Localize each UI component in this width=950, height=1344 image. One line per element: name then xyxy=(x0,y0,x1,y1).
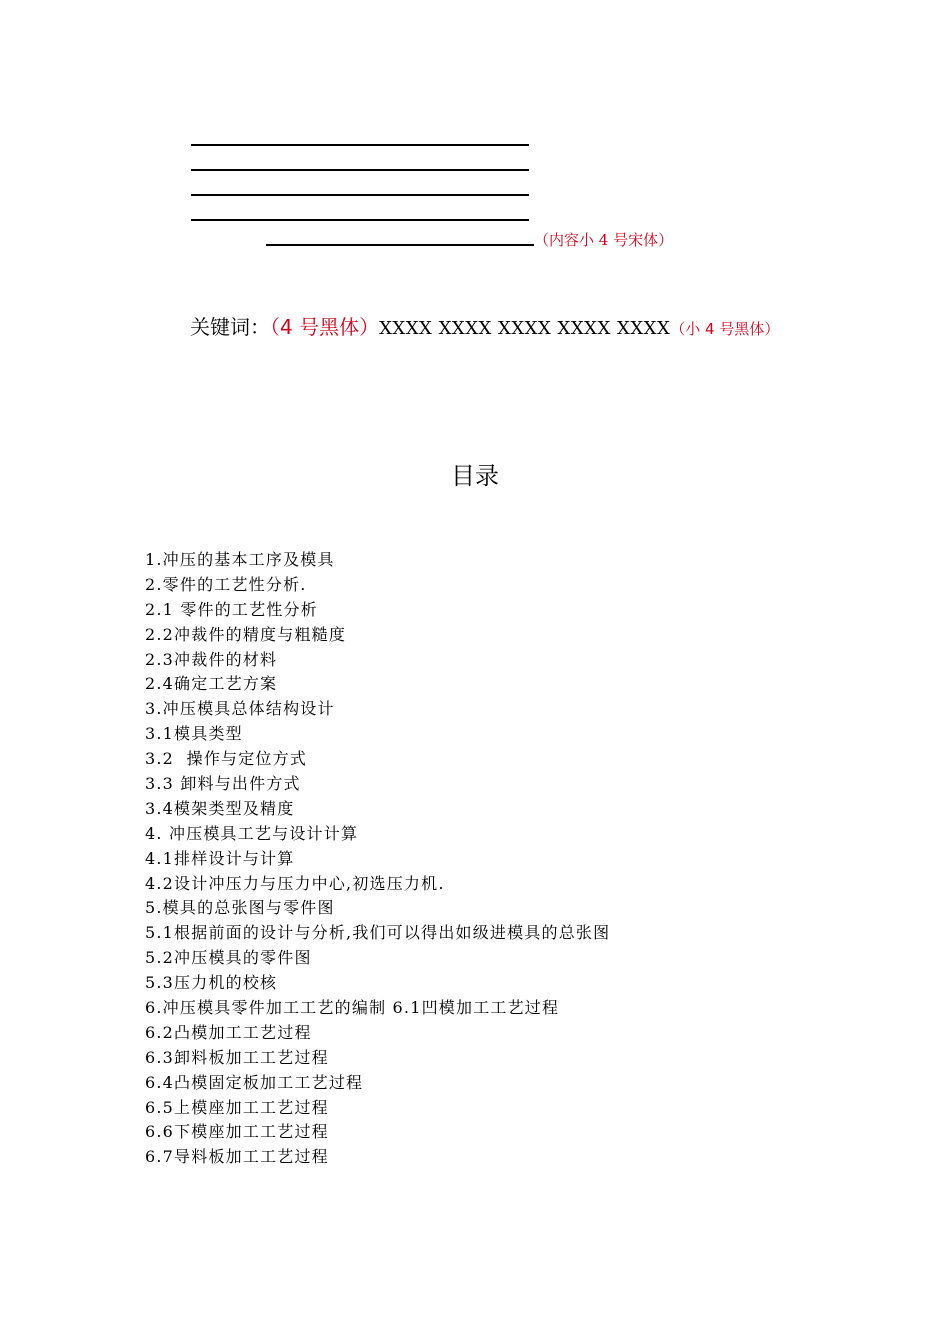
toc-item: 5.2冲压模具的零件图 xyxy=(145,948,312,968)
blank-line-4 xyxy=(191,219,529,221)
toc-title: 目录 xyxy=(451,462,499,490)
keywords-values: XXXX XXXX XXXX XXXX XXXX xyxy=(379,318,671,339)
keywords-label: 关键词： xyxy=(190,315,270,339)
keywords-values-note: （小 4 号黑体） xyxy=(670,320,780,338)
toc-item: 1.冲压的基本工序及模具 xyxy=(145,550,335,569)
toc-item: 2.1 零件的工艺性分析 xyxy=(145,599,318,619)
toc-item: 4.1排样设计与计算 xyxy=(145,848,295,868)
toc-list xyxy=(145,548,610,1170)
toc-item: 5.3压力机的校核 xyxy=(145,973,278,993)
toc-item: 6.3卸料板加工工艺过程 xyxy=(145,1047,329,1067)
toc-item: 6.5上模座加工工艺过程 xyxy=(145,1097,329,1117)
toc-item: 2.零件的工艺性分析. xyxy=(145,574,307,594)
toc-item: 5.1根据前面的设计与分析,我们可以得出如级进模具的总张图 xyxy=(145,923,611,943)
keywords-paragraph xyxy=(142,310,822,346)
blank-line-2 xyxy=(191,169,529,171)
form-font-note: （内容小 4 号宋体） xyxy=(534,231,674,249)
blank-line-3 xyxy=(191,194,529,196)
toc-item: 3.冲压模具总体结构设计 xyxy=(145,699,335,719)
toc-item: 6.4凸模固定板加工工艺过程 xyxy=(145,1072,364,1092)
toc-item: 6.2凸模加工工艺过程 xyxy=(145,1022,312,1042)
toc-item: 3.1模具类型 xyxy=(145,724,243,744)
toc-item: 5.模具的总张图与零件图 xyxy=(145,898,335,918)
toc-item: 6.冲压模具零件加工工艺的编制 6.1凹模加工工艺过程 xyxy=(145,998,560,1018)
toc-item: 6.7导料板加工工艺过程 xyxy=(145,1147,329,1167)
toc-item: 3.3 卸料与出件方式 xyxy=(145,774,301,794)
toc-item: 3.2 操作与定位方式 xyxy=(145,749,308,769)
toc-item: 3.4模架类型及精度 xyxy=(145,798,295,818)
toc-item: 2.2冲裁件的精度与粗糙度 xyxy=(145,624,347,644)
blank-line-5 xyxy=(266,244,534,246)
toc-item: 2.4确定工艺方案 xyxy=(145,674,278,694)
keywords-font-note: （4 号黑体） xyxy=(270,315,380,339)
toc-item: 6.6下模座加工工艺过程 xyxy=(145,1122,329,1142)
toc-item: 4. 冲压模具工艺与设计计算 xyxy=(145,823,359,843)
toc-item: 2.3冲裁件的材料 xyxy=(145,649,278,669)
blank-line-1 xyxy=(191,144,529,146)
toc-item: 4.2设计冲压力与压力中心,初选压力机. xyxy=(145,873,445,893)
